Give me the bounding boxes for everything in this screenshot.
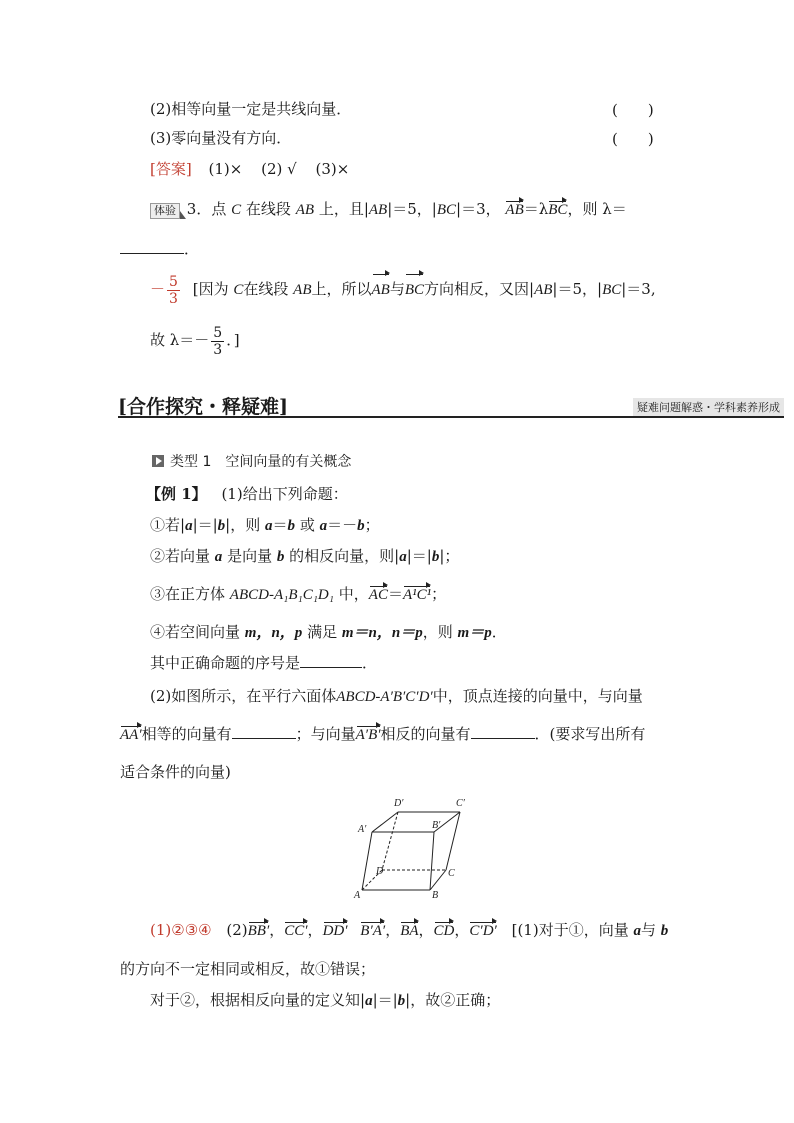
edge-bc — [430, 870, 446, 890]
question-2-line2: AA′相等的向量有 ；与向量A′B′相反的向量有 ．(要求写出所有 — [120, 725, 646, 743]
label-b1: B′ — [432, 820, 441, 831]
label-a1: A′ — [358, 824, 367, 835]
answer-2: (2) √ — [261, 160, 297, 178]
answer-blank — [471, 724, 535, 739]
vector-bc: BC — [548, 202, 568, 218]
solution-line1: (1)②③④ (2)BB′，CC′，DD′ B′A′，BA，CD，C′D′ [(1)对于①，向量 a与 b — [150, 921, 669, 939]
section-divider — [118, 416, 784, 418]
label-c: C — [448, 868, 455, 879]
play-icon — [152, 455, 164, 467]
section-subtitle: 疑难问题解惑・学科素养形成 — [633, 398, 784, 416]
proposition-4: ④若空间向量 m，n，p 满足 m＝n，n＝p，则 m＝p． — [150, 623, 507, 641]
section-title: [合作探究・释疑难] — [118, 396, 288, 418]
question-2-line3: 适合条件的向量) — [120, 763, 231, 781]
answer-1: (1)× — [208, 160, 243, 178]
question-1: 其中正确命题的序号是 ． — [150, 654, 378, 672]
tiyan-question: 体验 3．点 C 在线段 AB 上，且|AB|＝5，|BC|＝3， AB＝λBC，则 λ＝ — [150, 199, 627, 220]
tiyan-explanation: － $\frac{5}{3}$ [因为 C在线段 AB上，所以AB与BC方向相反，又因|AB|＝5，|BC|＝3, — [150, 273, 656, 307]
label-d: D — [376, 866, 384, 877]
answer-blank — [300, 653, 362, 668]
label-a: A — [354, 890, 361, 901]
question-2-line1: (2)如图所示，在平行六面体ABCD-A′B′C′D′中，顶点连接的向量中，与向量 — [150, 687, 643, 705]
fraction: $\frac{5}{3}$ — [169, 273, 178, 307]
solution-answer-1: (1)②③④ — [150, 921, 212, 939]
answer-label: [答案] — [150, 160, 192, 178]
answer-3: (3)× — [315, 160, 350, 178]
example-label: 【例 1】 — [146, 485, 207, 503]
proposition-1: ①若|a|＝|b|，则 a＝b 或 a＝－b； — [150, 516, 380, 534]
fraction: $\frac{5}{3}$ — [213, 324, 223, 358]
solution-line2: 的方向不一定相同或相反，故①错误； — [120, 960, 376, 978]
vector-ab: AB — [505, 202, 524, 218]
label-c1: C′ — [456, 798, 465, 809]
answer-paren-3: ( ) — [612, 130, 654, 148]
tiyan-tag: 体验 — [150, 203, 180, 219]
tiyan-explanation-line2: 故 λ＝－ $\frac{5}{3}$ ．] — [150, 324, 240, 358]
tiyan-answer: － $\frac{5}{3}$ — [150, 273, 178, 307]
label-d1: D′ — [394, 798, 404, 809]
label-b: B — [432, 890, 439, 901]
answer-line — [150, 159, 349, 179]
proposition-3: ③在正方体 ABCD-A₁B₁C₁D₁ 中，AC＝A¹C¹； — [150, 585, 447, 603]
example-intro: 【例 1】 (1)给出下列命题： — [146, 485, 348, 503]
proposition-2: ②若向量 a 是向量 b 的相反向量，则|a|＝|b|； — [150, 547, 460, 565]
item-2: (2)相等向量一定是共线向量． — [150, 100, 352, 118]
answer-blank — [120, 239, 184, 254]
answer-paren-2: ( ) — [612, 101, 654, 119]
type-heading: 类型 1 空间向量的有关概念 — [152, 452, 351, 472]
answer-blank — [232, 724, 296, 739]
solution-line3: 对于②，根据相反向量的定义知|a|＝|b|，故②正确； — [150, 991, 501, 1009]
edge-bb1 — [430, 832, 434, 890]
item-3: (3)零向量没有方向． — [150, 129, 292, 147]
tiyan-blank-line: ． — [120, 239, 199, 259]
edge-a1d1 — [372, 812, 398, 832]
parallelepiped-figure — [350, 794, 480, 904]
edge-dd1 — [382, 812, 398, 870]
